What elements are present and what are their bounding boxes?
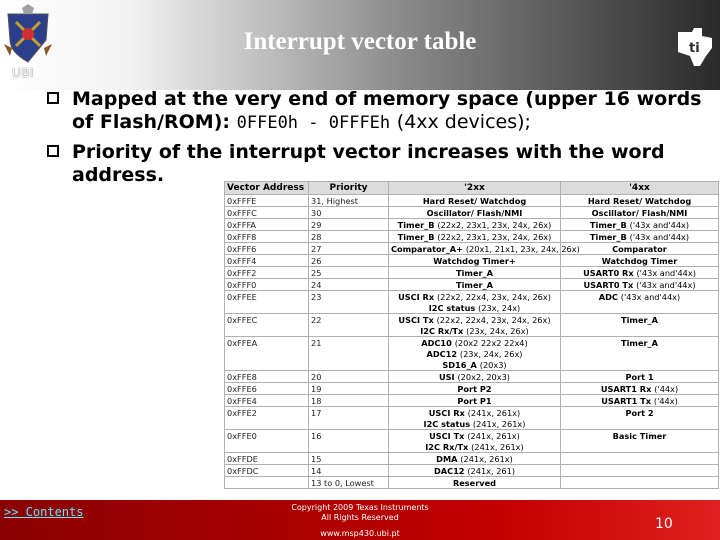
priority-cell — [309, 453, 389, 465]
source-4xx-cell-text: Timer_A — [621, 337, 658, 348]
priority-cell-text: 23 — [311, 291, 322, 302]
page-number: 10 — [655, 516, 673, 532]
priority-cell — [309, 371, 389, 383]
table-row — [225, 430, 719, 442]
source-2xx-cell — [389, 371, 561, 383]
table-row — [225, 418, 719, 430]
copyright-line-1: Copyright 2009 Texas Instruments — [291, 503, 429, 512]
priority-cell-text: 27 — [311, 243, 322, 254]
source-2xx-cell-devices: (20x2, 20x3) — [457, 371, 510, 382]
vector-address-cell-text: 0xFFF6 — [227, 243, 257, 254]
vector-address-cell-text: 0xFFFA — [227, 219, 257, 230]
priority-cell — [309, 359, 389, 371]
priority-cell-text: 13 to 0, Lowest — [311, 477, 374, 488]
priority-cell — [309, 314, 389, 326]
source-4xx-cell — [561, 219, 719, 231]
source-4xx-cell-text: Port 2 — [625, 407, 654, 418]
source-2xx-cell-devices: (22x2, 23x1, 23x, 24x, 26x) — [437, 231, 552, 242]
source-2xx-cell — [389, 195, 561, 207]
table-row — [225, 302, 719, 314]
table-row — [225, 231, 719, 243]
col-header-2xx: '2xx — [389, 182, 561, 195]
priority-cell — [309, 407, 389, 419]
source-2xx-cell — [389, 383, 561, 395]
source-2xx-cell — [389, 477, 561, 489]
source-2xx-cell — [389, 395, 561, 407]
table-row — [225, 279, 719, 291]
bullet-1-code: 0FFE0h - 0FFFEh — [236, 113, 391, 133]
table-row — [225, 195, 719, 207]
priority-cell — [309, 219, 389, 231]
source-4xx-cell-text: USART0 Rx — [583, 267, 634, 278]
vector-address-cell — [225, 441, 309, 453]
source-4xx-cell-text: Watchdog Timer — [601, 255, 678, 266]
col-header-4xx: '4xx — [561, 182, 719, 195]
vector-address-cell — [225, 279, 309, 291]
source-4xx-cell-text: ADC — [598, 291, 618, 302]
source-2xx-cell-devices: (20x3) — [479, 359, 507, 370]
vector-address-cell-text: 0xFFEE — [227, 291, 257, 302]
source-4xx-cell — [561, 255, 719, 267]
vector-address-cell — [225, 371, 309, 383]
vector-address-cell — [225, 302, 309, 314]
table-row — [225, 267, 719, 279]
source-2xx-cell-text: Port P2 — [457, 383, 492, 394]
source-2xx-cell-text: I2C status — [428, 302, 476, 313]
source-2xx-cell — [389, 337, 561, 349]
priority-cell-text: 20 — [311, 371, 322, 382]
source-4xx-cell — [561, 383, 719, 395]
source-2xx-cell-devices: (241x, 261x) — [460, 453, 513, 464]
source-4xx-cell — [561, 243, 719, 255]
priority-cell-text: 28 — [311, 231, 322, 242]
page-title: Interrupt vector table — [243, 28, 477, 55]
source-4xx-cell-devices: ('43x and'44x) — [620, 291, 681, 302]
source-2xx-cell-text: Timer_A — [456, 279, 493, 290]
table-row — [225, 348, 719, 359]
contents-link[interactable]: >> Contents — [4, 505, 84, 519]
priority-cell-text: 14 — [311, 465, 322, 476]
table-row — [225, 383, 719, 395]
source-2xx-cell-text: Timer_B — [397, 231, 435, 242]
vector-address-cell-text: 0xFFE0 — [227, 430, 257, 441]
priority-cell — [309, 255, 389, 267]
source-2xx-cell-devices: (241x, 261x) — [467, 430, 520, 441]
source-4xx-cell-text: Comparator — [612, 243, 667, 254]
vector-address-cell — [225, 207, 309, 219]
source-2xx-cell-text: USCI Rx — [398, 291, 435, 302]
vector-address-cell — [225, 231, 309, 243]
priority-cell — [309, 477, 389, 489]
source-4xx-cell — [561, 407, 719, 419]
table-row — [225, 465, 719, 477]
svg-text:ti: ti — [689, 41, 700, 56]
priority-cell — [309, 291, 389, 303]
table-row — [225, 243, 719, 255]
priority-cell-text: 19 — [311, 383, 322, 394]
vector-address-cell — [225, 383, 309, 395]
source-2xx-cell-devices: (241x, 261x) — [467, 407, 521, 418]
source-4xx-cell — [561, 267, 719, 279]
source-2xx-cell — [389, 231, 561, 243]
source-4xx-cell — [561, 279, 719, 291]
source-2xx-cell-devices: (23x, 24x, 26x) — [459, 348, 523, 359]
vector-address-cell-text: 0xFFE4 — [227, 395, 257, 406]
priority-cell — [309, 418, 389, 430]
priority-cell — [309, 395, 389, 407]
source-2xx-cell — [389, 291, 561, 303]
priority-cell — [309, 430, 389, 442]
source-4xx-cell-devices: ('44x) — [654, 383, 679, 394]
source-2xx-cell-text: Timer_A — [456, 267, 493, 278]
source-2xx-cell-devices: (22x2, 23x1, 23x, 24x, 26x) — [437, 219, 552, 230]
vector-address-cell — [225, 195, 309, 207]
source-4xx-cell — [561, 291, 719, 303]
source-2xx-cell-text: DAC12 — [433, 465, 465, 476]
source-4xx-cell-text: USART1 Rx — [600, 383, 652, 394]
source-2xx-cell-text: USCI Tx — [398, 314, 434, 325]
table-row — [225, 477, 719, 489]
vector-address-cell — [225, 395, 309, 407]
source-4xx-cell — [561, 302, 719, 314]
source-2xx-cell-text: Watchdog Timer+ — [433, 255, 516, 266]
table-row — [225, 359, 719, 371]
footer-url: www.msp430.ubi.pt — [320, 529, 400, 538]
source-2xx-cell-devices: (22x2, 22x4, 23x, 24x, 26x) — [436, 291, 551, 302]
vector-address-cell-text: 0xFFEA — [227, 337, 258, 348]
vector-address-cell-text: 0xFFF0 — [227, 279, 257, 290]
source-4xx-cell — [561, 430, 719, 442]
source-4xx-cell-devices: ('43x and'44x) — [629, 231, 690, 242]
bullet-2-text: Priority of the interrupt vector increases with the word address. — [72, 141, 665, 186]
source-2xx-cell-text: ADC10 — [421, 337, 452, 348]
copyright-line-2: All Rights Reserved — [321, 513, 399, 522]
source-4xx-cell — [561, 453, 719, 465]
source-2xx-cell — [389, 418, 561, 430]
priority-cell-text: 31, Highest — [311, 195, 358, 206]
source-2xx-cell — [389, 453, 561, 465]
priority-cell-text: 26 — [311, 255, 322, 266]
interrupt-vector-table — [224, 181, 719, 489]
priority-cell — [309, 231, 389, 243]
priority-cell — [309, 243, 389, 255]
source-2xx-cell — [389, 359, 561, 371]
vector-address-cell-text: 0xFFDC — [227, 465, 259, 476]
vector-address-cell-text: 0xFFDE — [227, 453, 258, 464]
vector-address-cell — [225, 243, 309, 255]
vector-address-cell — [225, 348, 309, 359]
priority-cell-text: 15 — [311, 453, 322, 464]
table-row — [225, 291, 719, 303]
source-2xx-cell-text: USI — [439, 371, 455, 382]
source-2xx-cell-text: USCI Rx — [428, 407, 465, 418]
vector-address-cell-text: 0xFFEC — [227, 314, 258, 325]
priority-cell-text: 24 — [311, 279, 322, 290]
vector-address-cell — [225, 407, 309, 419]
source-2xx-cell — [389, 407, 561, 419]
copyright-notice — [270, 503, 450, 523]
vector-address-cell-text: 0xFFFC — [227, 207, 257, 218]
priority-cell — [309, 302, 389, 314]
col-header-vector-address: Vector Address — [225, 182, 309, 195]
priority-cell-text: 17 — [311, 407, 322, 418]
source-2xx-cell-text: I2C Rx/Tx — [425, 441, 469, 452]
source-4xx-cell-devices: ('43x and'44x) — [636, 267, 696, 278]
source-2xx-cell-text: ADC12 — [426, 348, 458, 359]
source-2xx-cell-devices: (23x, 24x) — [478, 302, 521, 313]
priority-cell-text: 30 — [311, 207, 322, 218]
slide-footer — [0, 500, 720, 540]
source-4xx-cell — [561, 395, 719, 407]
source-2xx-cell — [389, 279, 561, 291]
source-2xx-cell-devices: (241x, 261) — [467, 465, 516, 476]
vector-address-cell — [225, 465, 309, 477]
priority-cell — [309, 348, 389, 359]
table-row — [225, 207, 719, 219]
source-2xx-cell-text: I2C Rx/Tx — [420, 325, 464, 336]
priority-cell — [309, 441, 389, 453]
source-4xx-cell — [561, 371, 719, 383]
table-row — [225, 371, 719, 383]
col-header-priority: Priority — [309, 182, 389, 195]
source-2xx-cell-text: Reserved — [452, 477, 497, 488]
source-4xx-cell-text: Oscillator/ Flash/NMI — [591, 207, 688, 218]
table-row — [225, 314, 719, 326]
source-4xx-cell-text: Port 1 — [625, 371, 654, 382]
priority-cell-text: 22 — [311, 314, 322, 325]
source-4xx-cell — [561, 441, 719, 453]
source-2xx-cell — [389, 267, 561, 279]
priority-cell-text: 18 — [311, 395, 322, 406]
source-4xx-cell — [561, 418, 719, 430]
priority-cell — [309, 267, 389, 279]
table-row — [225, 395, 719, 407]
priority-cell-text: 29 — [311, 219, 322, 230]
source-2xx-cell-text: USCI Tx — [429, 430, 465, 441]
vector-address-cell-text: 0xFFF2 — [227, 267, 257, 278]
source-4xx-cell-text: Timer_B — [589, 231, 627, 242]
source-2xx-cell-text: I2C status — [423, 418, 471, 429]
source-2xx-cell-text: DMA — [436, 453, 458, 464]
vector-address-cell-text: 0xFFF4 — [227, 255, 257, 266]
table-row — [225, 453, 719, 465]
source-2xx-cell-devices: (241x, 261x) — [471, 441, 524, 452]
source-2xx-cell — [389, 219, 561, 231]
bullet-1-tail: (4xx devices); — [396, 111, 531, 133]
table-row — [225, 219, 719, 231]
priority-cell-text: 16 — [311, 430, 322, 441]
source-2xx-cell-text: Comparator_A+ — [391, 243, 463, 254]
priority-cell — [309, 195, 389, 207]
source-2xx-cell — [389, 325, 561, 337]
vector-address-cell — [225, 453, 309, 465]
vector-address-cell — [225, 255, 309, 267]
vector-address-cell — [225, 418, 309, 430]
source-2xx-cell-devices: (22x2, 22x4, 23x, 24x, 26x) — [436, 314, 551, 325]
source-4xx-cell-devices: ('44x) — [653, 395, 678, 406]
source-2xx-cell-devices: (241x, 261x) — [472, 418, 526, 429]
source-2xx-cell — [389, 348, 561, 359]
source-2xx-cell — [389, 430, 561, 442]
source-4xx-cell-devices: ('43x and'44x) — [636, 279, 696, 290]
vector-address-cell — [225, 267, 309, 279]
source-4xx-cell — [561, 325, 719, 337]
source-2xx-cell — [389, 207, 561, 219]
source-2xx-cell — [389, 243, 580, 255]
checkbox-bullet-icon — [47, 92, 59, 104]
checkbox-bullet-icon — [47, 145, 59, 157]
source-2xx-cell — [389, 314, 561, 326]
source-4xx-cell — [561, 348, 719, 359]
source-2xx-cell-text: Timer_B — [397, 219, 435, 230]
table-row — [225, 255, 719, 267]
vector-address-cell-text: 0xFFF8 — [227, 231, 257, 242]
source-2xx-cell — [389, 255, 561, 267]
source-4xx-cell-text: Timer_A — [621, 314, 658, 325]
source-4xx-cell — [561, 359, 719, 371]
priority-cell — [309, 383, 389, 395]
vector-address-cell — [225, 291, 309, 303]
priority-cell-text: 21 — [311, 337, 322, 348]
priority-cell — [309, 325, 389, 337]
slide-header — [0, 0, 720, 90]
table-row — [225, 441, 719, 453]
priority-cell — [309, 465, 389, 477]
source-2xx-cell — [389, 465, 561, 477]
source-4xx-cell-text: Basic Timer — [612, 430, 667, 441]
source-4xx-cell — [561, 195, 719, 207]
priority-cell — [309, 279, 389, 291]
source-4xx-cell-text: USART1 Tx — [601, 395, 652, 406]
source-4xx-cell-text: USART0 Tx — [583, 279, 634, 290]
vector-address-cell — [225, 219, 309, 231]
source-2xx-cell-devices: (23x, 24x, 26x) — [466, 325, 529, 336]
source-4xx-cell-devices: ('43x and'44x) — [629, 219, 690, 230]
source-2xx-cell-text: Hard Reset/ Watchdog — [422, 195, 527, 206]
priority-cell-text: 25 — [311, 267, 322, 278]
vector-address-cell-text: 0xFFE6 — [227, 383, 257, 394]
source-4xx-cell — [561, 337, 719, 349]
vector-address-cell — [225, 430, 309, 442]
source-2xx-cell-devices: (20x1, 21x1, 23x, 24x, 26x) — [465, 243, 580, 254]
university-crest-icon — [2, 4, 54, 66]
source-4xx-cell — [561, 231, 719, 243]
priority-cell — [309, 207, 389, 219]
source-2xx-cell-text: Port P1 — [457, 395, 492, 406]
table-row — [225, 407, 719, 419]
source-4xx-cell — [561, 477, 719, 489]
vector-address-cell-text: 0xFFE8 — [227, 371, 257, 382]
source-2xx-cell — [389, 302, 561, 314]
bullet-1-text: Mapped at the very end of memory space (upper 16 words of Flash/ROM): — [72, 88, 702, 133]
source-4xx-cell — [561, 207, 719, 219]
table-row — [225, 325, 719, 337]
vector-address-cell-text: 0xFFFE — [227, 195, 257, 206]
vector-address-cell — [225, 325, 309, 337]
source-4xx-cell — [561, 465, 719, 477]
source-4xx-cell-text: Hard Reset/ Watchdog — [587, 195, 692, 206]
source-4xx-cell — [561, 314, 719, 326]
source-4xx-cell-text: Timer_B — [589, 219, 627, 230]
source-2xx-cell — [389, 441, 561, 453]
table-header-row — [225, 182, 719, 195]
vector-address-cell — [225, 337, 309, 349]
source-2xx-cell-devices: (20x2 22x2 22x4) — [454, 337, 528, 348]
vector-address-cell — [225, 477, 309, 489]
table-row — [225, 337, 719, 349]
vector-address-cell — [225, 314, 309, 326]
ti-logo-icon — [672, 26, 718, 70]
priority-cell — [309, 337, 389, 349]
ubi-badge: UBI — [12, 66, 35, 80]
source-2xx-cell-text: Oscillator/ Flash/NMI — [426, 207, 523, 218]
vector-address-cell — [225, 359, 309, 371]
source-2xx-cell-text: SD16_A — [442, 359, 477, 370]
vector-address-cell-text: 0xFFE2 — [227, 407, 257, 418]
